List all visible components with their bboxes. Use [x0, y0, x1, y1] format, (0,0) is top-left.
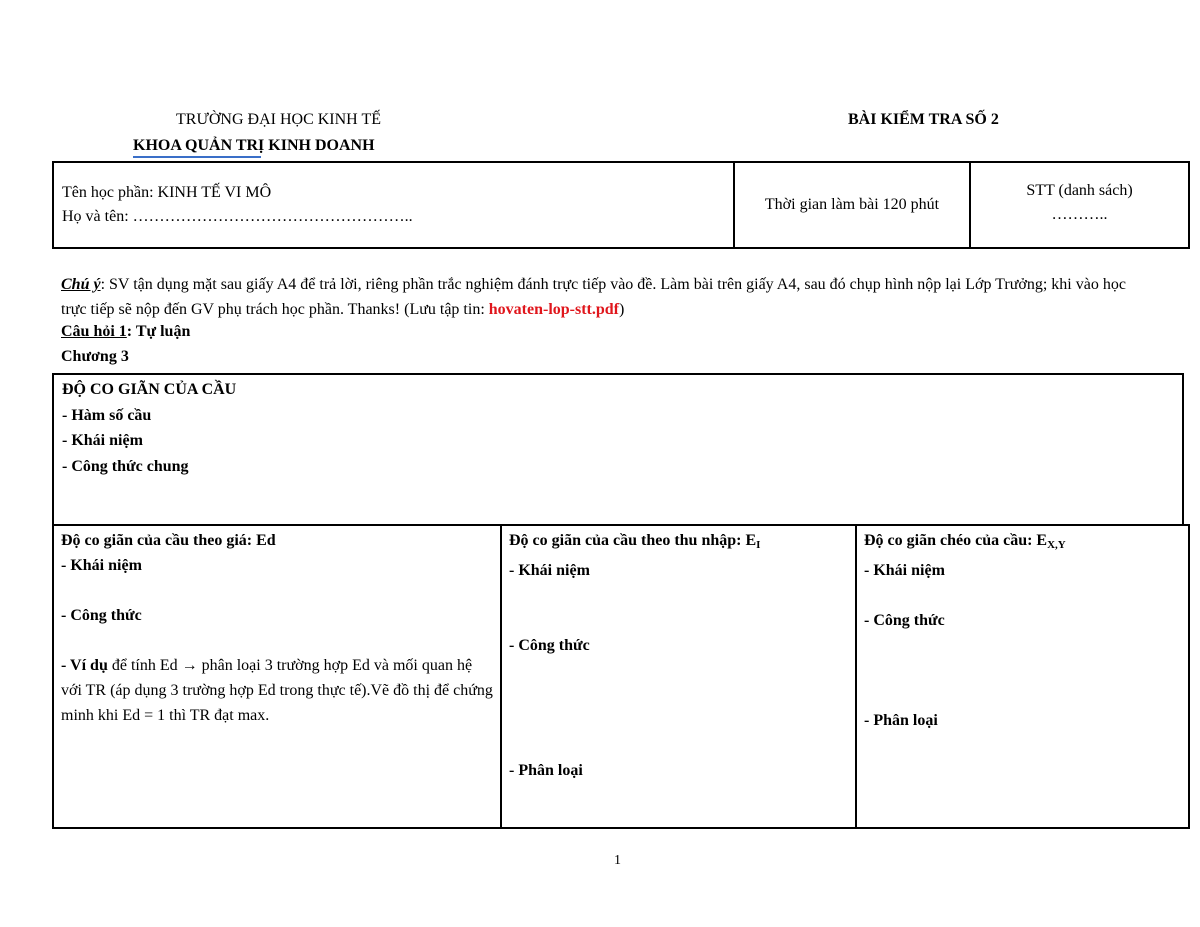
note-text: : SV tận dụng mặt sau giấy A4 để trả lời, riêng phần trắc nghiệm đánh trực tiếp vào đề. Làm bài trên giấy A4, sau đó chụp hình nộp lại Lớp Trưởng; khi vào học trực tiếp sẽ nộp đến GV phụ trách học phần. Thanks! (Lưu tập tin: [61, 276, 1126, 318]
course-cell [53, 162, 734, 248]
time-limit: Thời gian làm bài 120 phút [764, 196, 940, 213]
stt-field[interactable]: ……….. [1051, 206, 1108, 223]
info-table [52, 161, 1190, 249]
course-name: Tên học phần: KINH TẾ VI MÔ [62, 184, 272, 201]
stt-label: STT (danh sách) [1026, 182, 1133, 199]
income-title-sub: I [756, 539, 761, 551]
price-elasticity-cell [53, 525, 501, 828]
price-elasticity-title: Độ co giãn của cầu theo giá: Ed [61, 532, 276, 549]
income-elasticity-cell [501, 525, 856, 828]
question-title: : Tự luận [126, 323, 191, 340]
file-name: hovaten-lop-stt.pdf [488, 301, 619, 318]
income-concept: - Khái niệm [509, 562, 590, 579]
page-number: 1 [614, 853, 621, 868]
note-label: Chú ý [61, 276, 101, 293]
elasticity-heading: ĐỘ CO GIÃN CỦA CẦU [62, 381, 237, 398]
elasticity-grid [52, 524, 1190, 829]
income-classify: - Phân loại [509, 762, 583, 779]
question-label: Câu hỏi 1 [61, 323, 127, 340]
income-title-text: Độ co giãn của cầu theo thu nhập: E [509, 532, 757, 549]
cross-title-sub: X,Y [1047, 539, 1066, 551]
price-example [61, 653, 493, 728]
concept-item: - Khái niệm [62, 432, 143, 449]
chapter-heading: Chương 3 [61, 348, 129, 365]
note-paragraph [61, 272, 1141, 322]
arrow-icon: → [181, 657, 198, 674]
time-cell [734, 162, 970, 248]
university-name: TRƯỜNG ĐẠI HỌC KINH TẾ [176, 111, 381, 128]
exam-title: BÀI KIỂM TRA SỐ 2 [848, 111, 999, 128]
stt-cell [970, 162, 1189, 248]
example-rest: phân loại 3 trường hợp Ed và mối quan hệ với TR (áp dụng 3 trường hợp Ed trong thực tế).Vẽ đồ thị để chứng minh khi Ed = 1 thì TR đạt max. [61, 657, 493, 724]
cross-title-text: Độ co giãn chéo của cầu: E [864, 532, 1048, 549]
cross-concept: - Khái niệm [864, 562, 945, 579]
income-elasticity-title [509, 528, 848, 558]
income-formula: - Công thức [509, 637, 590, 654]
cross-elasticity-cell [856, 525, 1189, 828]
example-label: - Ví dụ [61, 657, 108, 674]
cross-elasticity-title [864, 528, 1181, 558]
general-formula-item: - Công thức chung [62, 457, 189, 475]
note-end: ) [619, 301, 625, 318]
demand-function-item: - Hàm số cầu [62, 406, 152, 424]
faculty-name: KHOA QUẢN TRỊ KINH DOANH [133, 137, 375, 154]
question-heading [61, 323, 190, 341]
student-name-field[interactable]: Họ và tên: …………………………………………….. [62, 208, 413, 225]
elasticity-box [52, 373, 1184, 524]
price-concept: - Khái niệm [61, 557, 142, 574]
cross-classify: - Phân loại [864, 712, 938, 729]
cross-formula: - Công thức [864, 612, 945, 629]
example-text: để tính Ed [107, 657, 182, 674]
faculty-underline [133, 156, 261, 158]
price-formula: - Công thức [61, 607, 142, 624]
